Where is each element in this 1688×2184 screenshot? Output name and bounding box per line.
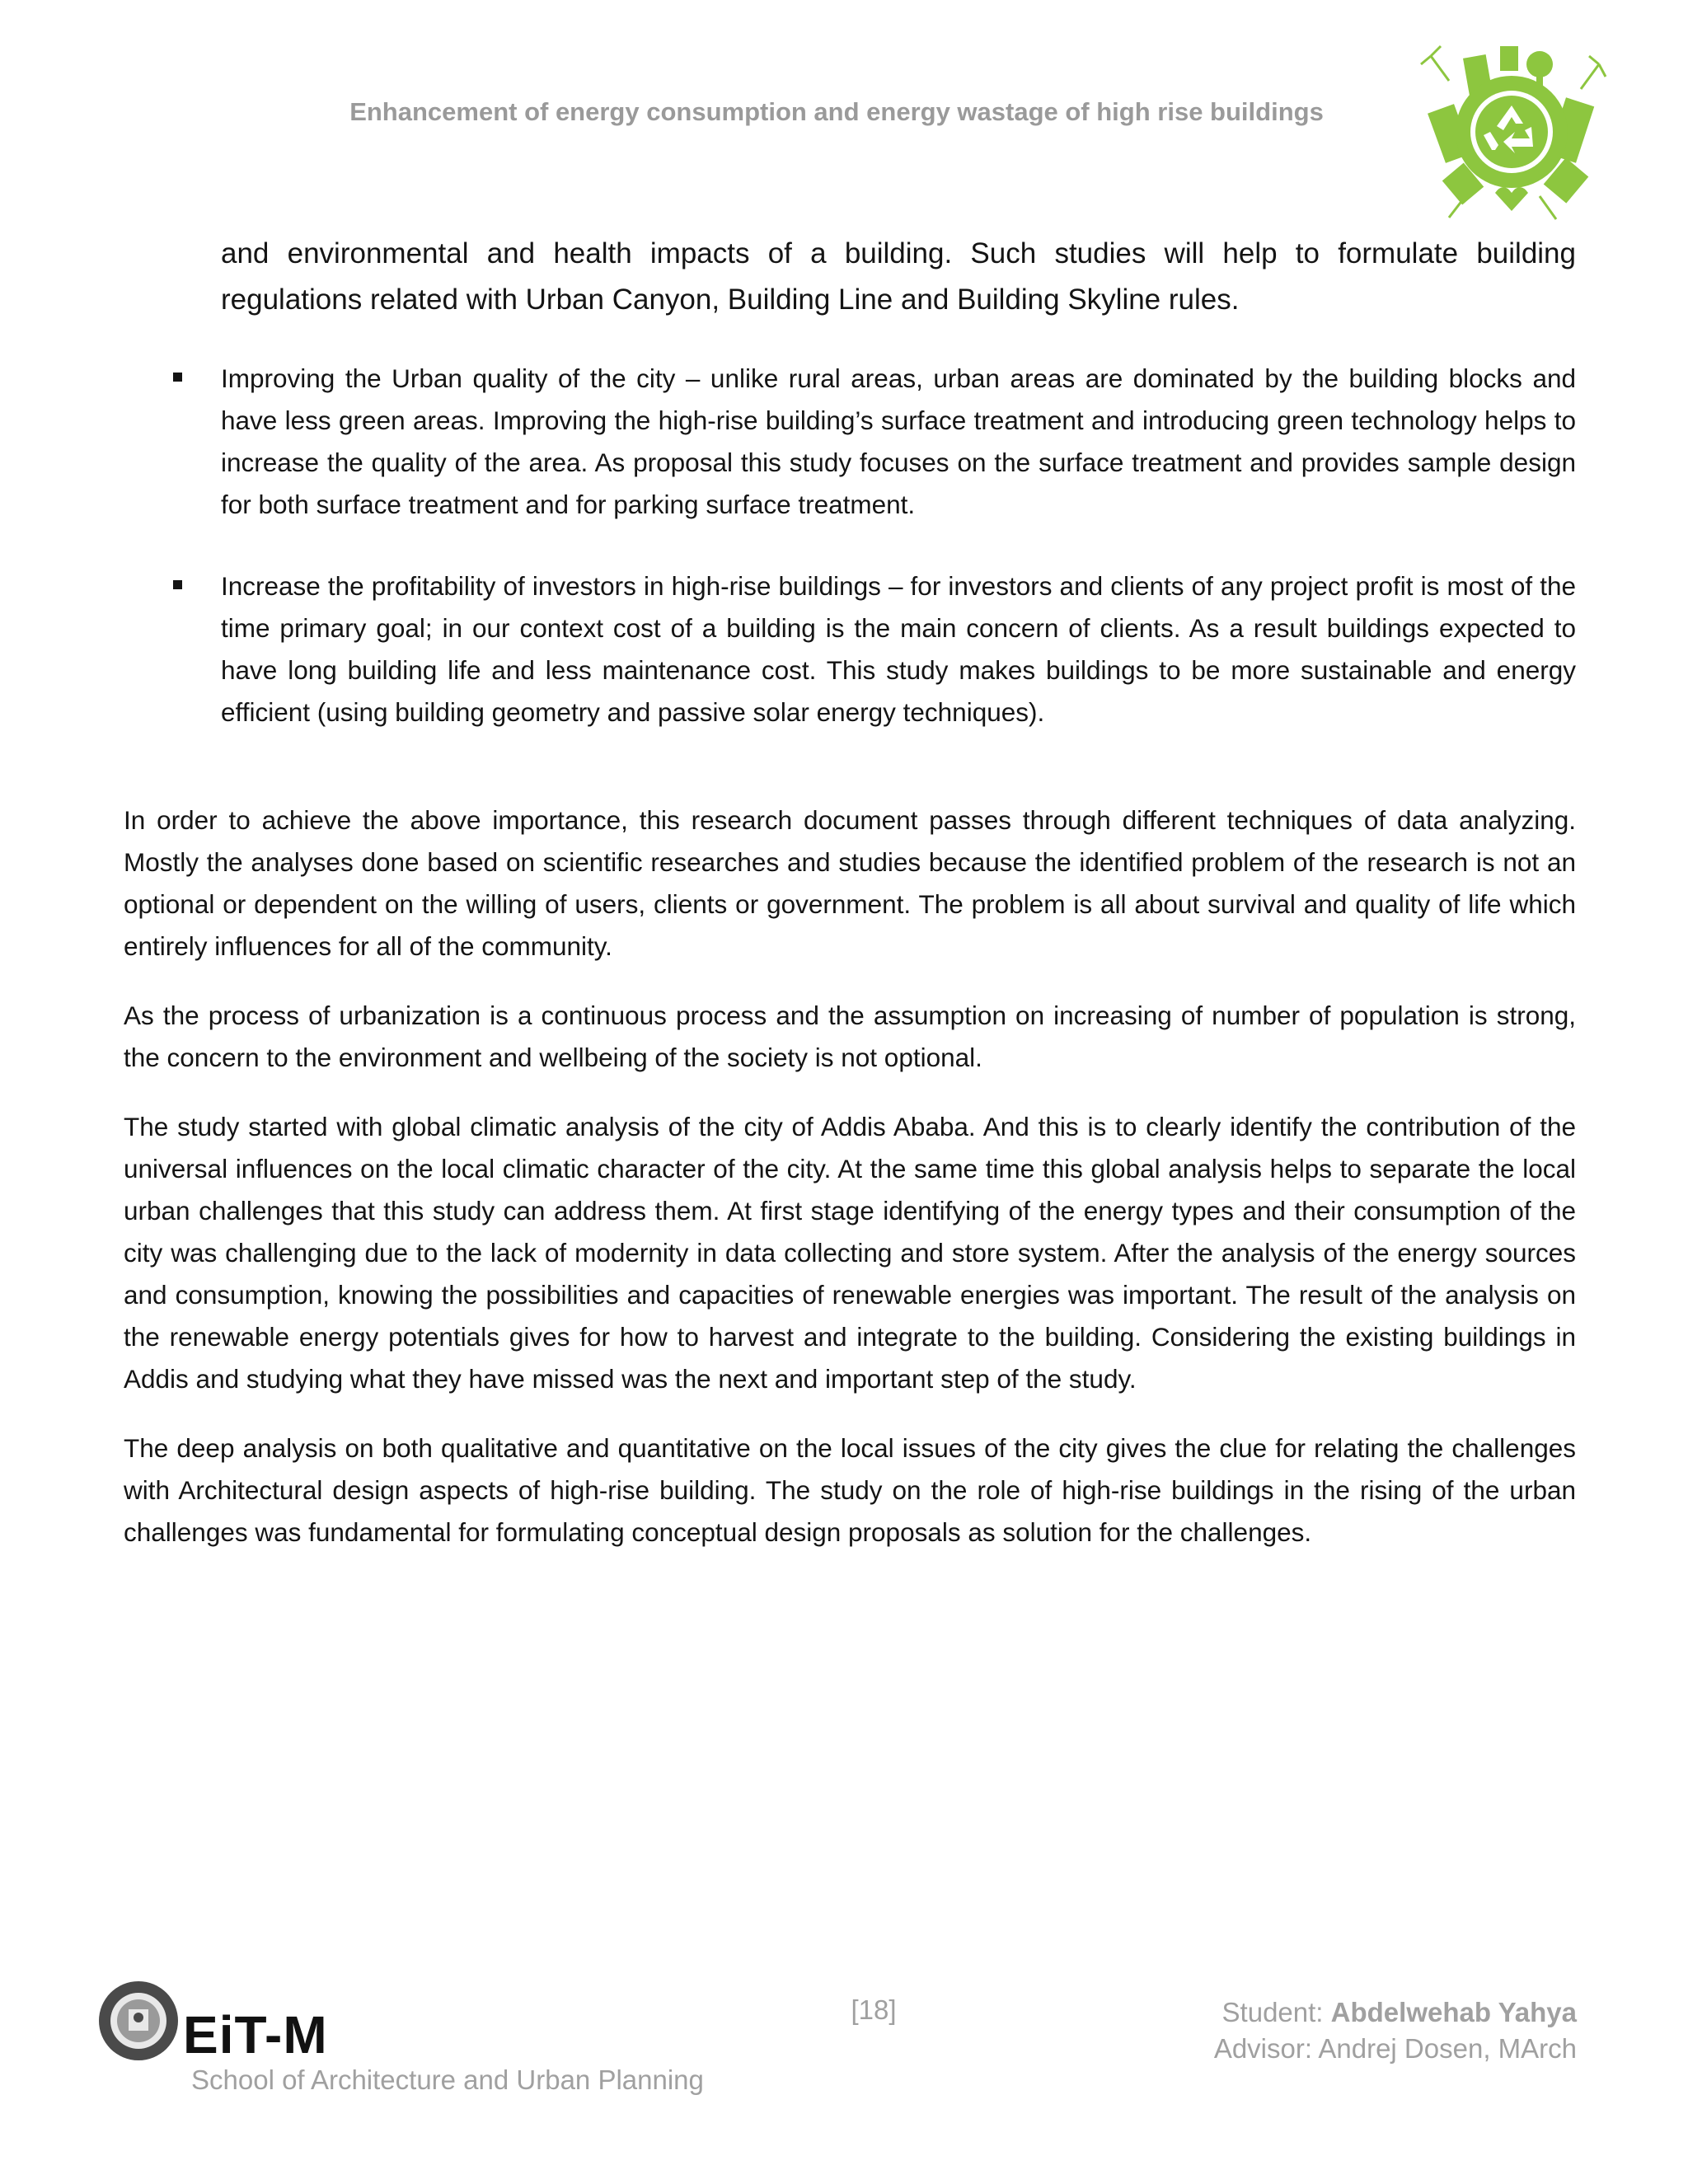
bullet-list [124, 358, 1576, 733]
bullet-item-profitability [124, 565, 1576, 733]
page-number: [18] [851, 1994, 897, 2025]
footer-credits [1214, 1994, 1577, 2067]
bullet-square-icon [124, 565, 221, 733]
recycle-city-icon [1416, 31, 1607, 223]
page-header-title: Enhancement of energy consumption and energy wastage of high rise buildings [349, 97, 1324, 126]
bullet-text: Improving the Urban quality of the city – unlike rural areas, urban areas are dominated by the building blocks and have less green areas. Improving the high-rise building’s surface treatment and introducing green technology helps to increase the quality of the area. As proposal this study focuses on the surface treatment and provides sample design for both surface treatment and for parking surface treatment. [221, 363, 1576, 519]
student-line [1214, 1994, 1577, 2031]
student-name: Abdelwehab Yahya [1330, 1997, 1577, 2027]
student-label: Student: [1221, 1997, 1324, 2027]
bullet-item-urban-quality [124, 358, 1576, 526]
continuation-paragraph: and environmental and health impacts of a building. Such studies will help to formulate building regulations related with Urban Canyon, Building Line and Building Skyline rules. [221, 237, 1576, 316]
bullet-text: Increase the profitability of investors in high-rise buildings – for investors and clients of any project profit is most of the time primary goal; in our context cost of a building is the main concern of clients. As a result buildings expected to have long building life and less maintenance cost. This study makes buildings to be more sustainable and energy efficient (using building geometry and passive solar energy techniques). [221, 571, 1576, 727]
footer-brand: EiT-M [183, 2005, 328, 2064]
bullet-square-icon [124, 358, 221, 526]
advisor-line: Advisor: Andrej Dosen, MArch [1213, 2033, 1577, 2064]
body-paragraph: The deep analysis on both qualitative and quantitative on the local issues of the city gives the clue for relating the challenges with Architectural design aspects of high-rise building. The study on the role of high-rise buildings in the rising of the urban challenges was fundamental for formulating conceptual design proposals as solution for the challenges. [124, 1433, 1576, 1547]
page-content [124, 231, 1576, 1581]
body-paragraph: In order to achieve the above importance, this research document passes through different techniques of data analyzing. Mostly the analyses done based on scientific researches and studies because the identified problem of the research is not an optional or dependent on the willing of users, clients or government. The problem is all about survival and quality of life which entirely influences for all of the community. [124, 805, 1576, 961]
body-paragraph: The study started with global climatic analysis of the city of Addis Ababa. And this is to clearly identify the contribution of the universal influences on the local climatic character of the city. At the same time this global analysis helps to separate the local urban challenges that this study can address them. At first stage identifying of the energy types and their consumption of the city was challenging due to the lack of modernity in data collecting and store system. After the analysis of the energy sources and consumption, knowing the possibilities and capacities of renewable energies was important. The result of the analysis on the renewable energy potentials gives for how to harvest and integrate to the building. Considering the existing buildings in Addis and studying what they have missed was the next and important step of the study. [124, 1112, 1576, 1394]
university-seal-icon [97, 1980, 180, 2062]
footer-school: School of Architecture and Urban Planning [191, 2064, 704, 2095]
body-paragraph: As the process of urbanization is a continuous process and the assumption on increasing of number of population is strong, the concern to the environment and wellbeing of the society is not optional. [124, 1001, 1576, 1072]
